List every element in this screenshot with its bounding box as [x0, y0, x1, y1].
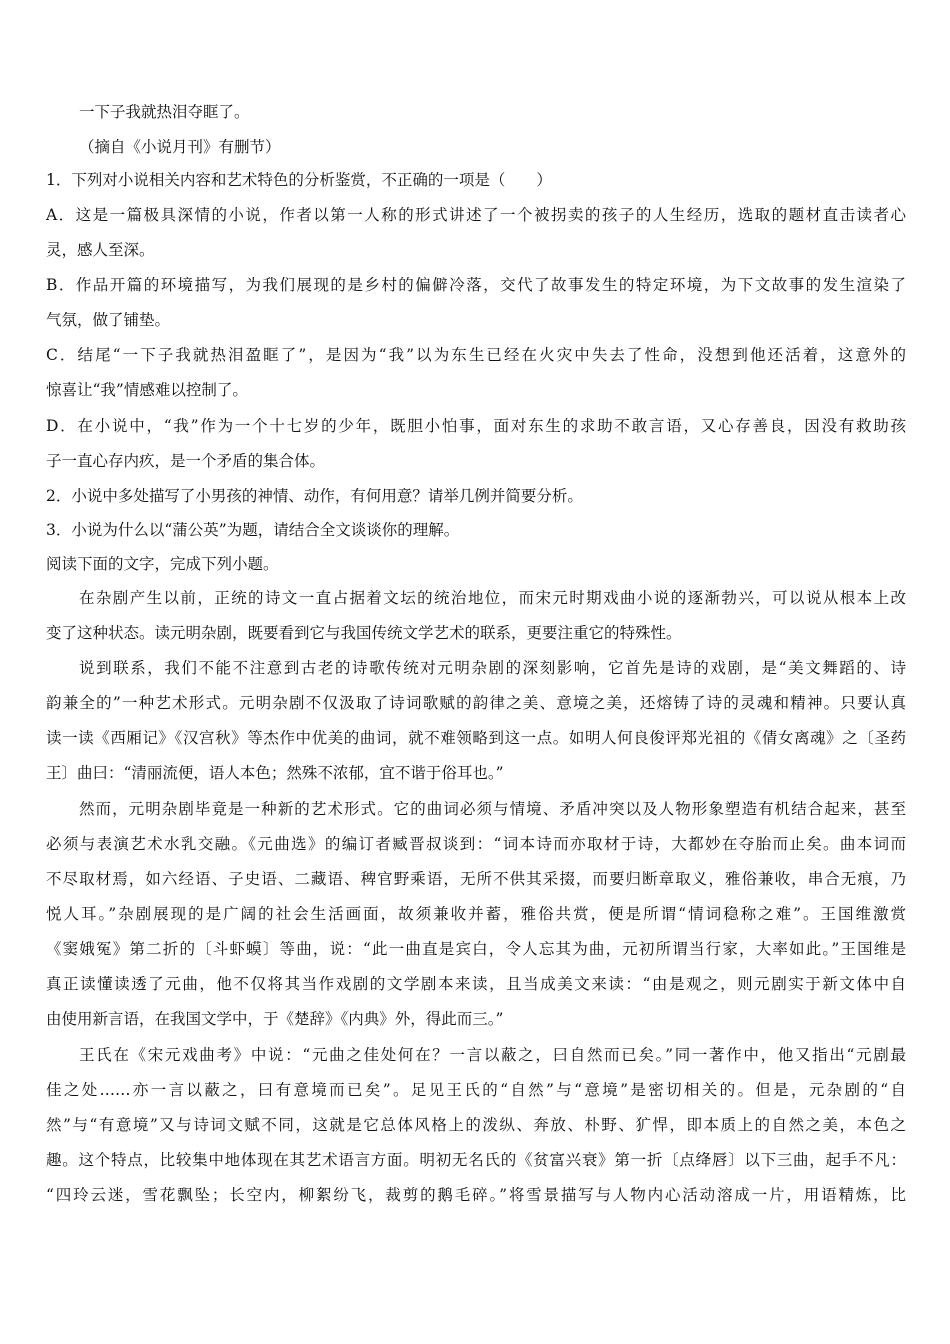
p3-line-4: 悦人耳。”杂剧展现的是广阔的社会生活画面，故须兼收并蓄，雅俗共赏，便是所谓“情词稳称之难”。王国维激赏	[46, 905, 906, 923]
p4-line-5: “四玲云迷，雪花飘坠；长空内，柳絮纷飞，裁剪的鹅毛碎。”将雪景描写与人物内心活动溶成一片，用语精炼，比	[46, 1186, 906, 1204]
option-d-line-2: 子一直心存内疚，是一个矛盾的集合体。	[46, 452, 326, 470]
option-c-line-1: C．结尾“一下子我就热泪盈眶了”，是因为“我”以为东生已经在火灾中失去了性命，没想到他还活着，这意外的	[46, 346, 906, 364]
p3-line-7: 由使用新言语，在我国文学中，于《楚辞》《内典》外，得此而三。”	[46, 1010, 504, 1028]
question-1-stem: 1．下列对小说相关内容和艺术特色的分析鉴赏，不正确的一项是（ ）	[46, 171, 552, 189]
p2-line-3: 读一读《西厢记》《汉宫秋》等杰作中优美的曲词，就不难领略到这一点。如明人何良俊评郑光祖的《倩女离魂》之〔圣药	[46, 729, 906, 747]
p3-line-5: 《窦娥冤》第二折的〔斗虾蟆〕等曲，说：“此一曲直是宾白，令人忘其为曲，元初所谓当行家，大率如此。”王国维是	[46, 940, 906, 958]
p4-line-1: 王氏在《宋元戏曲考》中说：“元曲之佳处何在？一言以蔽之，曰自然而已矣。”同一著作中，他又指出“元剧最	[79, 1046, 906, 1064]
option-d-line-1: D．在小说中，“我”作为一个十七岁的少年，既胆小怕事，面对东生的求助不敢言语，又心存善良，因没有救助孩	[46, 417, 906, 435]
p2-line-2: 韵兼全的”一种艺术形式。元明杂剧不仅汲取了诗词歌赋的韵律之美、意境之美，还熔铸了诗的灵魂和精神。只要认真	[46, 694, 906, 712]
reading-instruction: 阅读下面的文字，完成下列小题。	[46, 555, 279, 573]
p2-line-4: 王〕曲曰：“清丽流便，语人本色；然殊不浓郁，宜不谐于俗耳也。”	[46, 764, 504, 782]
p4-line-2: 佳之处……亦一言以蔽之，曰有意境而已矣”。足见王氏的“自然”与“意境”是密切相关的。但是，元杂剧的“自	[46, 1081, 906, 1099]
p3-line-2: 必须与表演艺术水乳交融。《元曲选》的编订者臧晋叔谈到：“词本诗而亦取材于诗，大都妙在夺胎而止矣。曲本词而	[46, 835, 906, 853]
p3-line-3: 不尽取材焉，如六经语、子史语、二藏语、稗官野乘语，无所不供其采掇，而要归断章取义，雅俗兼收，串合无痕，乃	[46, 870, 906, 888]
source-note: （摘自《小说月刊》有删节）	[79, 138, 281, 156]
question-2: 2．小说中多处描写了小男孩的神情、动作，有何用意？请举几例并简要分析。	[46, 487, 583, 505]
p3-line-1: 然而，元明杂剧毕竟是一种新的艺术形式。它的曲词必须与情境、矛盾冲突以及人物形象塑造有机结合起来，甚至	[79, 800, 906, 818]
option-c-line-2: 惊喜让“我”情感难以控制了。	[46, 381, 248, 399]
p3-line-6: 真正读懂读透了元曲，他不仅将其当作戏剧的文学剧本来读，且当成美文来读：“由是观之，则元剧实于新文体中自	[46, 975, 906, 993]
novel-last-line: 一下子我就热泪夺眶了。	[79, 103, 250, 121]
option-b-line-1: B．作品开篇的环境描写，为我们展现的是乡村的偏僻冷落，交代了故事发生的特定环境，为下文故事的发生渲染了	[46, 276, 906, 294]
p4-line-3: 然”与“有意境”又与诗词文赋不同，这就是它总体风格上的泼纵、奔放、朴野、犷悍，即本质上的自然之美，本色之	[46, 1116, 906, 1134]
p1-line-2: 变了这种状态。读元明杂剧，既要看到它与我国传统文学艺术的联系，更要注重它的特殊性。	[46, 624, 682, 642]
p2-line-1: 说到联系，我们不能不注意到古老的诗歌传统对元明杂剧的深刻影响，它首先是诗的戏剧，是“美文舞蹈的、诗	[79, 659, 906, 677]
question-3: 3．小说为什么以“蒲公英”为题，请结合全文谈谈你的理解。	[46, 521, 460, 539]
option-a-line-2: 灵，感人至深。	[46, 241, 155, 259]
option-b-line-2: 气氛，做了铺垫。	[46, 311, 171, 329]
p4-line-4: 趣。这个特点，比较集中地体现在其艺术语言方面。明初无名氏的《贫富兴衰》第一折〔点绛唇〕以下三曲，起手不凡：	[46, 1151, 906, 1169]
p1-line-1: 在杂剧产生以前，正统的诗文一直占据着文坛的统治地位，而宋元时期戏曲小说的逐渐勃兴，可以说从根本上改	[79, 589, 906, 607]
option-a-line-1: A．这是一篇极具深情的小说，作者以第一人称的形式讲述了一个被拐卖的孩子的人生经历，选取的题材直击读者心	[46, 206, 906, 224]
